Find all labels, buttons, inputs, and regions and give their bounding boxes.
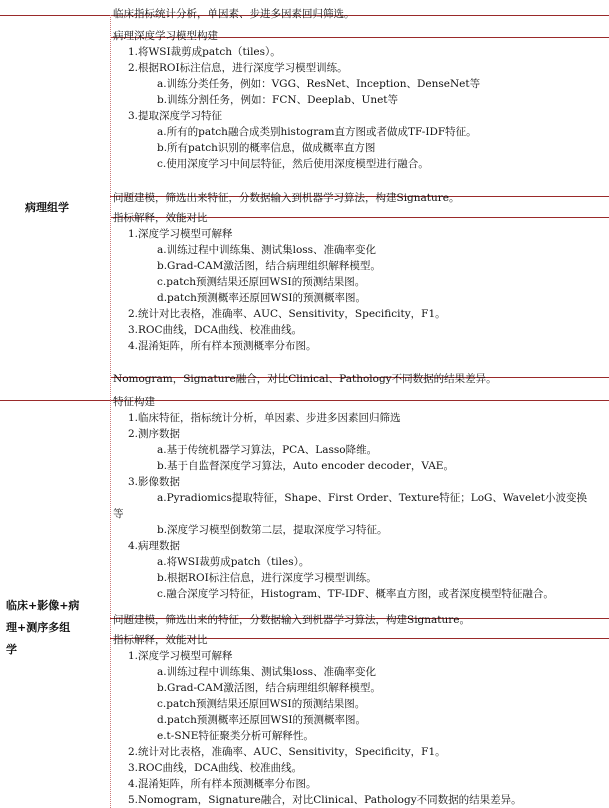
text-line: b.Grad-CAM激活图，结合病理组织解释模型。: [157, 682, 381, 694]
text-line: a.基于传统机器学习算法，PCA、Lasso降维。: [157, 444, 378, 456]
text-line: b.Grad-CAM激活图，结合病理组织解释模型。: [157, 260, 381, 272]
text-line: 1.深度学习模型可解释: [128, 650, 233, 662]
text-line: a.所有的patch融合成类别histogram直方图或者做成TF-IDF特征。: [157, 126, 477, 138]
text-line: 4.混淆矩阵，所有样本预测概率分布图。: [128, 778, 317, 790]
text-line: a.训练分类任务，例如：VGG、ResNet、Inception、DenseNet等: [157, 78, 481, 90]
text-line: 2.根据ROI标注信息，进行深度学习模型训练。: [128, 62, 348, 74]
row-label-multiomics: [0, 595, 116, 661]
text-line: 指标解释，效能对比: [113, 212, 208, 224]
row-label-line: 临床+影像+病: [6, 599, 80, 612]
text-line: d.patch预测概率还原回WSI的预测概率图。: [157, 714, 367, 726]
text-line: 5.Nomogram，Signature融合，对比Clinical、Pathology不同数据的结果差异。: [128, 794, 522, 806]
row-label-pathology: 病理组学: [25, 201, 69, 214]
text-line: 3.ROC曲线，DCA曲线、校准曲线。: [128, 324, 303, 336]
text-line: a.训练过程中训练集、测试集loss、准确率变化: [157, 244, 377, 256]
text-line: 临床指标统计分析，单因素、步进多因素回归筛选。: [113, 8, 355, 20]
text-line: 1.深度学习模型可解释: [128, 228, 233, 240]
row-label-line: 学: [6, 643, 17, 656]
text-line: 3.ROC曲线，DCA曲线、校准曲线。: [128, 762, 303, 774]
text-line: 1.临床特征，指标统计分析，单因素、步进多因素回归筛选: [128, 412, 401, 424]
text-line: b.根据ROI标注信息，进行深度学习模型训练。: [157, 572, 377, 584]
text-line: 指标解释，效能对比: [113, 634, 208, 646]
table-rule: [0, 400, 609, 401]
text-line: 病理深度学习模型构建: [113, 30, 218, 42]
text-line: 特征构建: [113, 396, 155, 408]
text-line: c.patch预测结果还原回WSI的预测结果图。: [157, 698, 366, 710]
text-line: c.使用深度学习中间层特征，然后使用深度模型进行融合。: [157, 158, 429, 170]
text-line: d.patch预测概率还原回WSI的预测概率图。: [157, 292, 367, 304]
text-line: b.所有patch识别的概率信息，做成概率直方图: [157, 142, 376, 154]
row-label-line: 理+测序多组: [6, 621, 71, 634]
text-line: e.t-SNE特征聚类分析可解释性。: [157, 730, 314, 742]
text-line: c.融合深度学习特征，Histogram、TF-IDF、概率直方图，或者深度模型特征融合。: [157, 588, 554, 600]
text-line: 4.混淆矩阵，所有样本预测概率分布图。: [128, 340, 317, 352]
text-line: a.Pyradiomics提取特征，Shape、First Order、Texture特征；LoG、Wavelet小波变换: [157, 492, 587, 504]
text-line: b.训练分割任务，例如：FCN、Deeplab、Unet等: [157, 94, 399, 106]
text-line: b.深度学习模型倒数第二层，提取深度学习特征。: [157, 524, 388, 536]
text-line: 等: [113, 508, 124, 520]
text-line: a.将WSI裁剪成patch（tiles）。: [157, 556, 310, 568]
text-line: 4.病理数据: [128, 540, 181, 552]
text-line: 2.统计对比表格，准确率、AUC、Sensitivity，Specificity，F1。: [128, 308, 446, 320]
text-line: 3.影像数据: [128, 476, 181, 488]
text-line: 3.提取深度学习特征: [128, 110, 223, 122]
text-line: 2.统计对比表格，准确率、AUC、Sensitivity，Specificity，F1。: [128, 746, 446, 758]
text-line: c.patch预测结果还原回WSI的预测结果图。: [157, 276, 366, 288]
text-line: a.训练过程中训练集、测试集loss、准确率变化: [157, 666, 377, 678]
text-line: b.基于自监督深度学习算法，Auto encoder decoder，VAE。: [157, 460, 454, 472]
text-line: 1.将WSI裁剪成patch（tiles）。: [128, 46, 281, 58]
text-line: 问题建模，筛选出来的特征，分数据输入到机器学习算法，构建Signature。: [113, 614, 471, 626]
text-line: Nomogram，Signature融合，对比Clinical、Pathology不同数据的结果差异。: [113, 373, 497, 385]
text-line: 2.测序数据: [128, 428, 181, 440]
text-line: 问题建模，筛选出来特征，分数据输入到机器学习算法，构建Signature。: [113, 192, 460, 204]
